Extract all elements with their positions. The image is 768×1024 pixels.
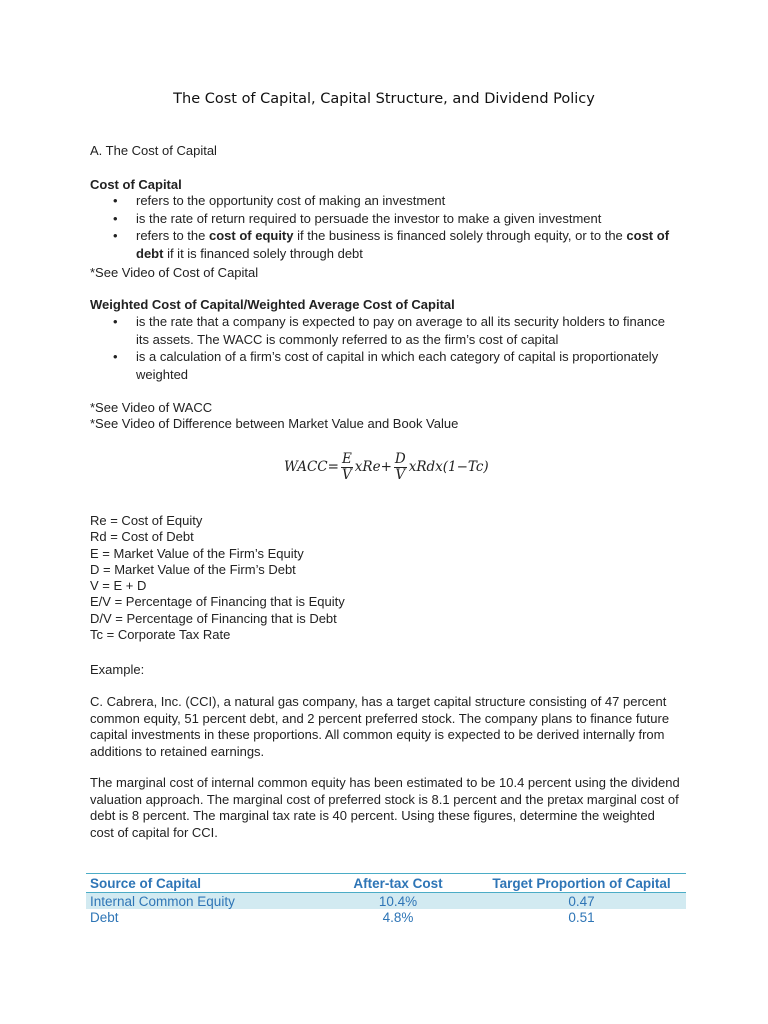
fraction-e-over-v [341, 452, 353, 483]
definition-line: E/V = Percentage of Financing that is Equity [90, 594, 345, 610]
list-item: • is the rate of return required to persuade the investor to make a given investment [90, 210, 670, 228]
list-item: • refers to the opportunity cost of making an investment [90, 192, 670, 210]
column-header: Source of Capital [86, 874, 319, 893]
definition-line: V = E + D [90, 578, 147, 594]
cost-of-equity-term: cost of equity [208, 228, 294, 243]
table-cell: 10.4% [319, 893, 477, 910]
list-item: • is a calculation of a firm’s cost of capital in which each category of capital is proportionately weighted [90, 348, 670, 383]
wacc-formula [284, 447, 489, 487]
table-cell: 0.47 [477, 893, 686, 910]
fraction-denominator: V [341, 466, 352, 483]
formula-term: xRdx(1−Tc) [408, 459, 489, 475]
text-run: refers to the [136, 228, 209, 243]
column-header: After-tax Cost [319, 874, 477, 893]
section-a-heading: A. The Cost of Capital [90, 143, 217, 158]
definition-line: Re = Cost of Equity [90, 513, 203, 528]
video-reference: *See Video of WACC [90, 400, 213, 415]
table-header-row [86, 874, 686, 893]
cost-of-debt-term: cost of debt [136, 228, 670, 261]
list-item [90, 227, 670, 262]
text-run: if the business is financed solely through equity, or to the [293, 228, 627, 243]
cost-of-capital-list [90, 192, 670, 262]
text-run: if it is financed solely through debt [163, 245, 363, 261]
example-paragraph: The marginal cost of internal common equity has been estimated to be 10.4 percent using the dividend valuation approach. The marginal cost of preferred stock is 8.1 percent and the pretax marginal cost of debt is 8 percent. The marginal tax rate is 40 percent. Using these figures, determine the weighted cost of capital for CCI. [90, 775, 680, 840]
definition-line: Rd = Cost of Debt [90, 529, 194, 545]
table-row [86, 909, 686, 925]
table-row [86, 893, 686, 910]
fraction-numerator: D [394, 450, 406, 467]
video-reference: *See Video of Difference between Market Value and Book Value [90, 416, 459, 431]
fraction-numerator: E [341, 450, 352, 467]
fraction-d-over-v [394, 452, 407, 483]
document-title: The Cost of Capital, Capital Structure, and Dividend Policy [173, 91, 595, 107]
table-cell: 4.8% [382, 909, 414, 925]
definition-line: D = Market Value of the Firm’s Debt [90, 561, 296, 577]
formula-lhs: WACC= [284, 459, 339, 475]
example-paragraph: C. Cabrera, Inc. (CCI), a natural gas company, has a target capital structure consisting of 47 percent common equity, 51 percent debt, and 2 percent preferred stock. The company plans to finance future capital investments in these proportions. All common equity is expected to be derived internally from additions to retained earnings. [90, 694, 670, 759]
wacc-heading: Weighted Cost of Capital/Weighted Average Cost of Capital [90, 297, 455, 312]
table-cell: Debt [90, 909, 119, 925]
definition-line: D/V = Percentage of Financing that is Debt [90, 610, 337, 626]
table-cell: 0.51 [568, 909, 595, 925]
example-label: Example: [90, 662, 145, 677]
video-reference: *See Video of Cost of Capital [90, 265, 259, 280]
fraction-denominator: V [395, 466, 406, 483]
definitions-list [90, 513, 345, 643]
list-item: • is the rate that a company is expected to pay on average to all its security holders to finance its assets. The WACC is commonly referred to as the firm’s cost of capital [90, 313, 670, 348]
definition-line: E = Market Value of the Firm’s Equity [90, 545, 304, 561]
table-cell: Internal Common Equity [86, 893, 319, 910]
cost-of-capital-heading: Cost of Capital [90, 177, 182, 192]
wacc-list [90, 313, 670, 383]
definition-line: Tc = Corporate Tax Rate [90, 627, 231, 643]
column-header: Target Proportion of Capital [477, 874, 686, 893]
formula-term: xRe+ [354, 459, 392, 475]
capital-table [86, 873, 686, 925]
